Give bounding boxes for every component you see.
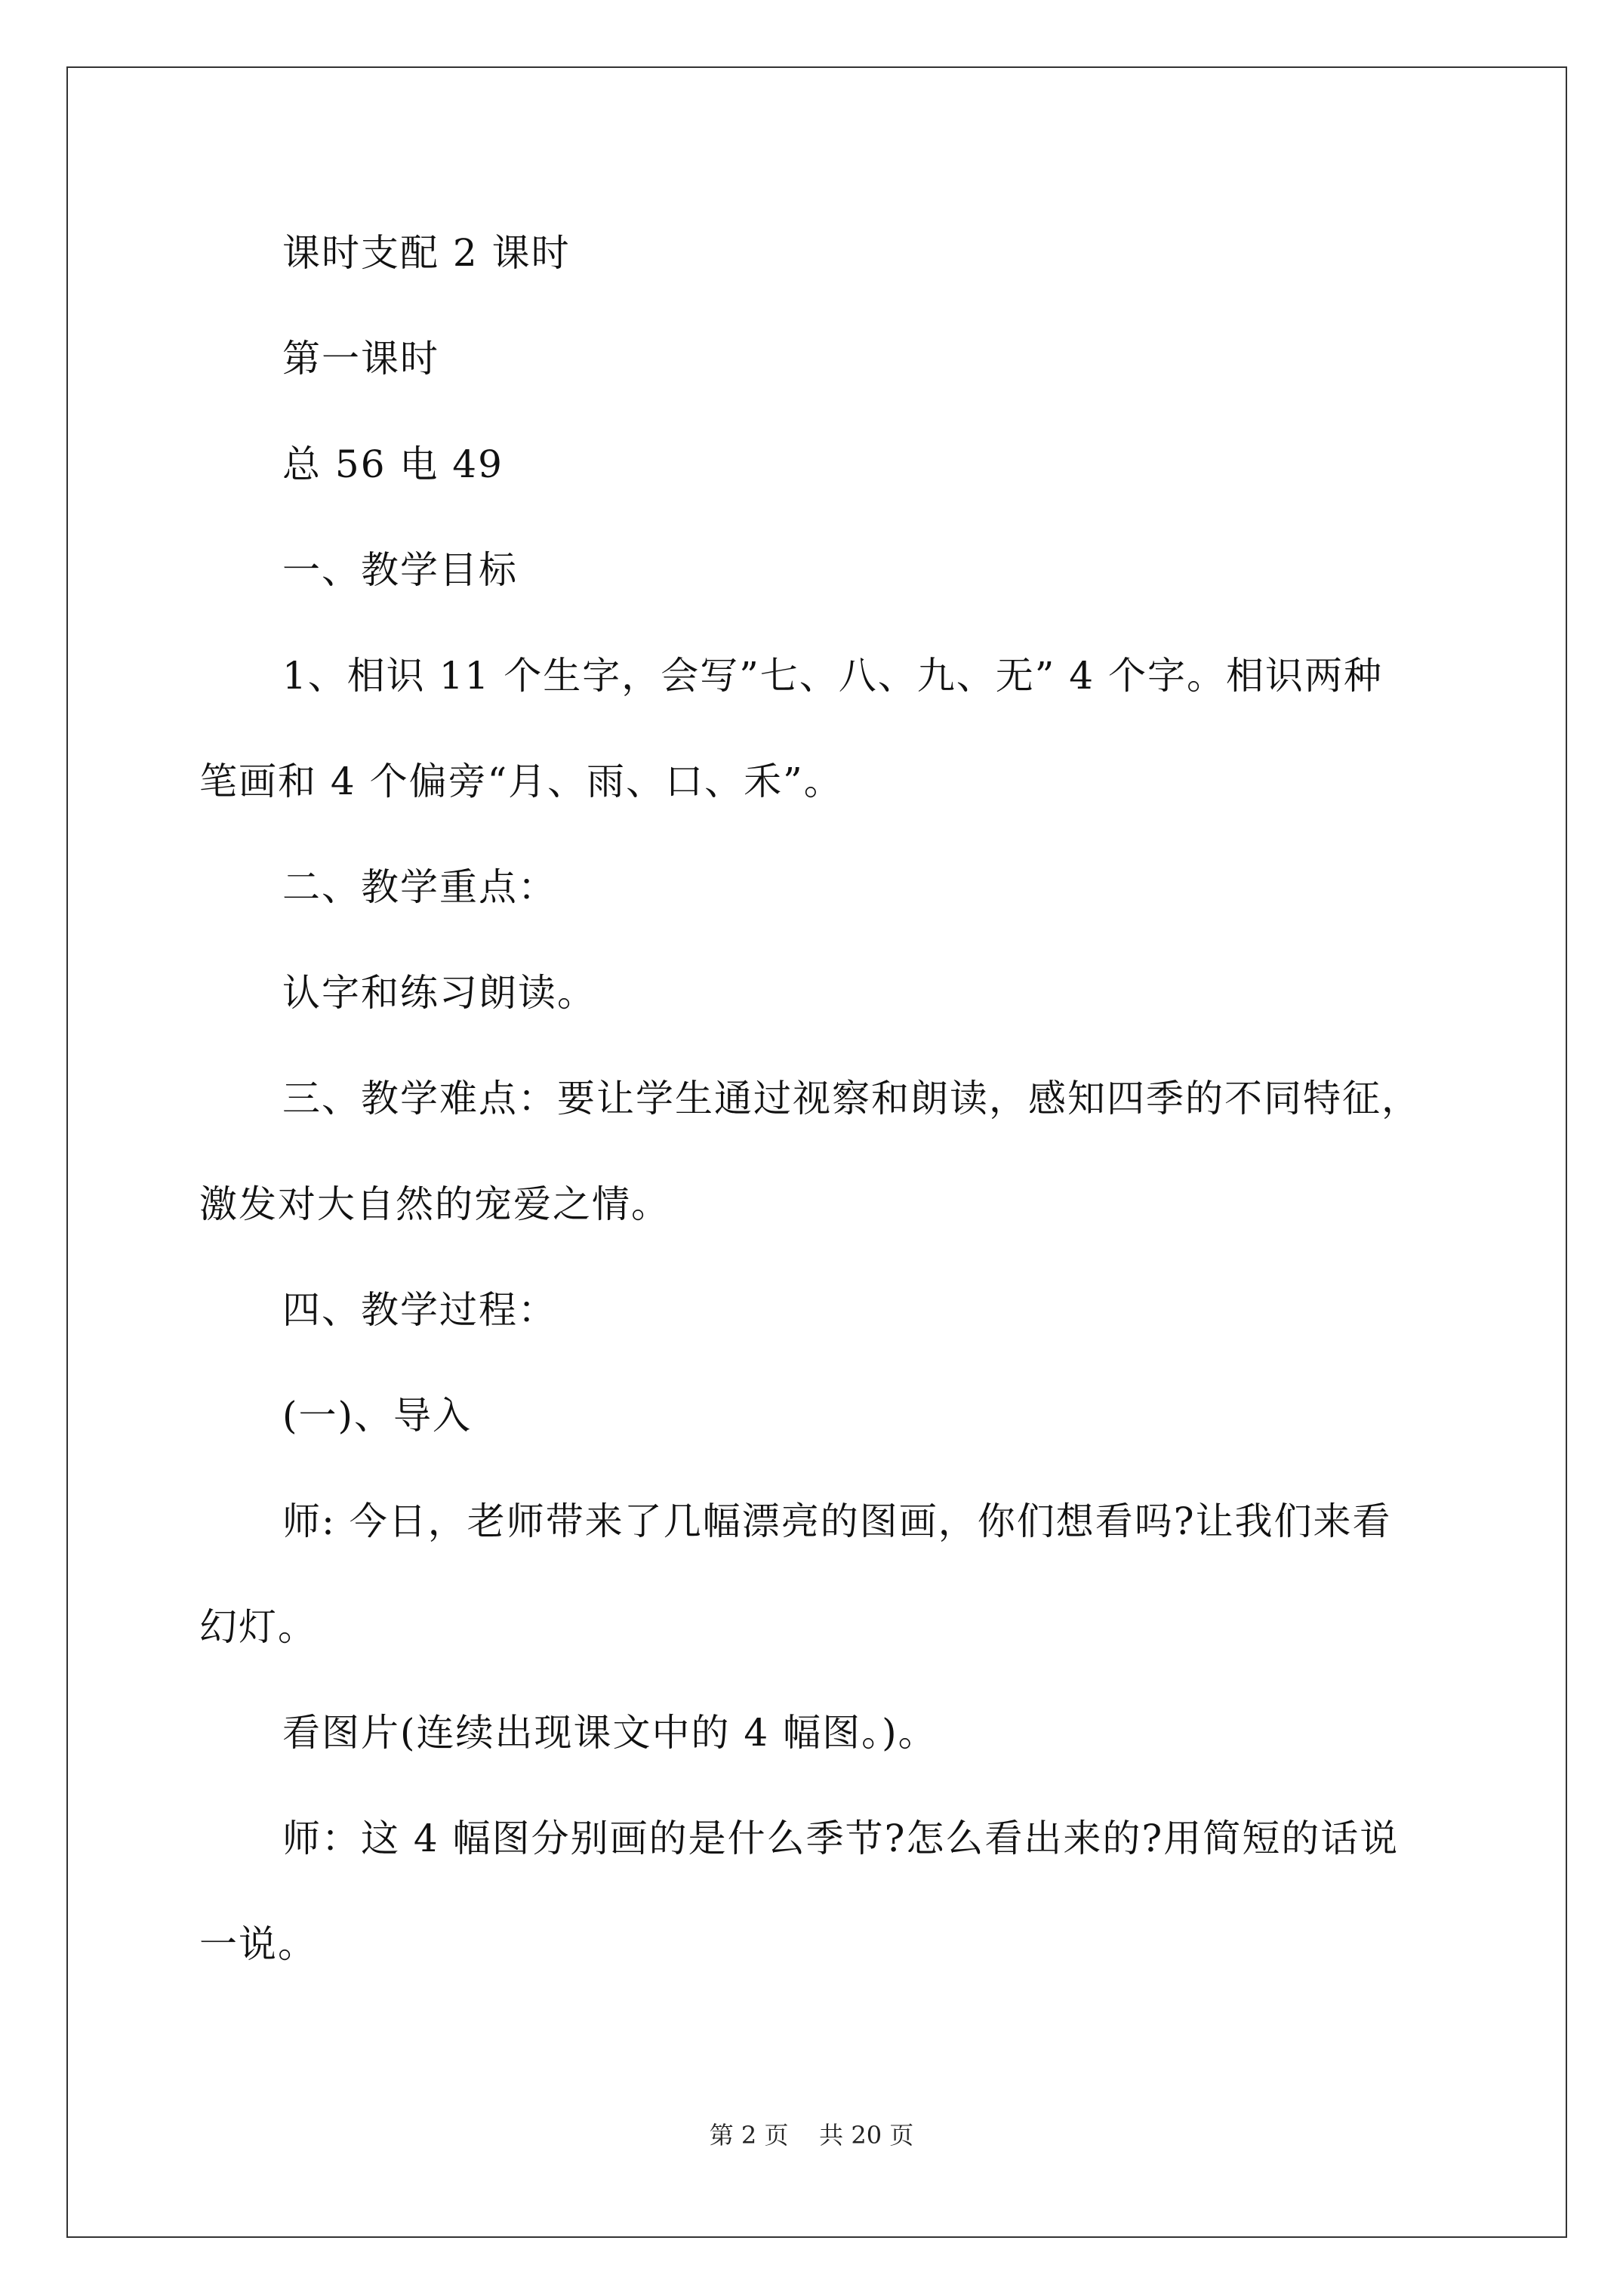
- text-line: 激发对大自然的宠爱之情。: [199, 1182, 670, 1226]
- text-line: 笔画和 4 个偏旁“月、雨、口、禾”。: [199, 760, 843, 803]
- page-total: 共 20 页: [819, 2121, 914, 2150]
- text-line: 第一课时: [282, 337, 439, 381]
- text-line: (一)、导入: [282, 1394, 473, 1438]
- text-line: 总 56 电 49: [282, 442, 504, 486]
- text-line: 认字和练习朗读。: [282, 971, 596, 1015]
- text-line: 一说。: [199, 1922, 317, 1966]
- text-line: 师：这 4 幅图分别画的是什么季节?怎么看出来的?用简短的话说: [282, 1817, 1400, 1860]
- text-line: 幻灯。: [199, 1605, 317, 1649]
- text-line: 师: 今日，老师带来了几幅漂亮的图画，你们想看吗?让我们来看: [282, 1499, 1392, 1543]
- text-line: 一、教学目标: [282, 548, 518, 592]
- page-footer: [0, 2120, 1623, 2150]
- page-number: 第 2 页: [709, 2121, 789, 2150]
- text-line: 四、教学过程：: [282, 1288, 557, 1332]
- text-line: 课时支配 2 课时: [282, 231, 571, 275]
- text-line: 三、教学难点：要让学生通过视察和朗读，感知四季的不同特征，: [282, 1077, 1421, 1120]
- text-line: 二、教学重点：: [282, 865, 557, 909]
- text-line: 看图片(连续出现课文中的 4 幅图。)。: [282, 1711, 938, 1755]
- text-line: 1、相识 11 个生字，会写”七、八、九、无” 4 个字。相识两种: [282, 654, 1383, 698]
- page-border: [66, 66, 1567, 2238]
